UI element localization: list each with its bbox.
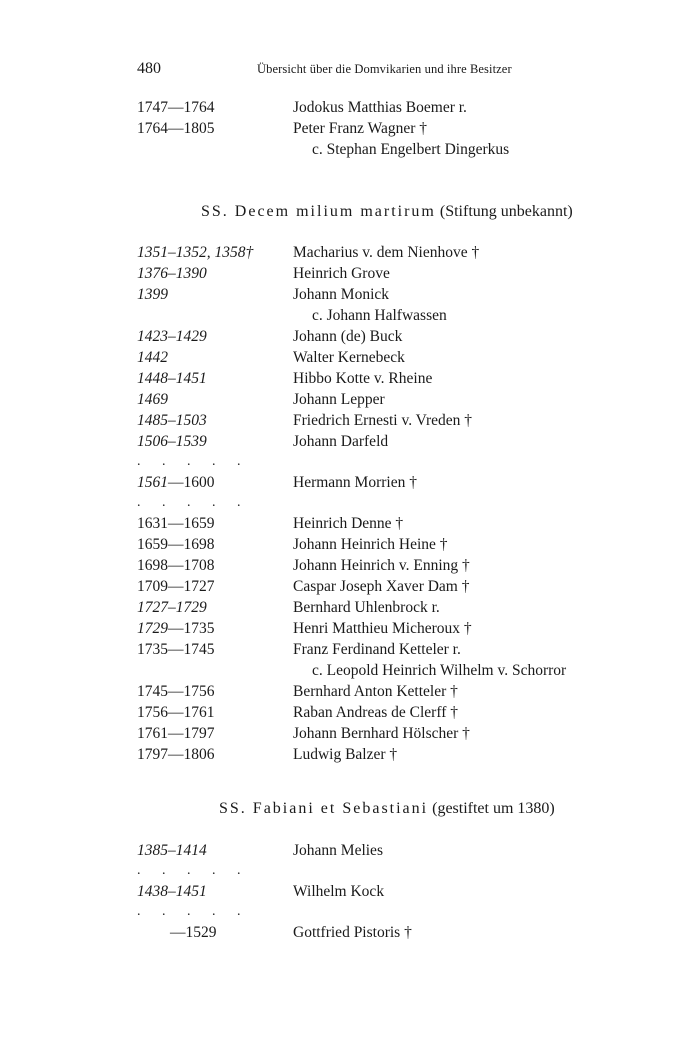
list-item (0, 326, 700, 347)
list-item (0, 597, 700, 618)
entry-date-uncertain: 1729 (137, 620, 168, 637)
section-note: (gestiftet um 1380) (432, 800, 555, 817)
entry-name: Bernhard Anton Ketteler † (293, 683, 458, 700)
entry-name: Johann Monick (293, 286, 390, 303)
section-continuation (0, 97, 700, 160)
entry-date: 1761—1797 (137, 725, 215, 742)
list-item (0, 618, 700, 639)
entry-date: 1448–1451 (137, 370, 207, 387)
entry-name: Hibbo Kotte v. Rheine (293, 370, 433, 387)
entry-name: Gottfried Pistoris † (293, 924, 412, 941)
entry-date-end: —1600 (168, 474, 215, 491)
entry-date: 1399 (137, 286, 168, 303)
entry-date: 1385–1414 (137, 842, 207, 859)
entry-name: Raban Andreas de Clerff † (293, 704, 458, 721)
entry-coadjutor: c. Johann Halfwassen (312, 307, 447, 324)
running-title: Übersicht über die Domvikarien und ihre Besitzer (257, 62, 512, 76)
entry-name: Hermann Morrien † (293, 474, 417, 491)
section-decem-milium-list (0, 242, 700, 765)
page-number: 480 (137, 60, 161, 77)
entry-name: Jodokus Matthias Boemer r. (293, 99, 467, 116)
gap-row (0, 452, 700, 472)
entry-date: 1735—1745 (137, 641, 215, 658)
entry-name: Henri Matthieu Micheroux † (293, 620, 472, 637)
gap-row (0, 493, 700, 513)
section-title: SS. Decem milium martirum (201, 203, 436, 220)
entry-coadjutor: c. Leopold Heinrich Wilhelm v. Schorror (312, 662, 567, 679)
entry-name: Johann Darfeld (293, 433, 389, 450)
list-item (0, 263, 700, 284)
list-item (0, 555, 700, 576)
list-item (0, 347, 700, 368)
list-item (0, 242, 700, 263)
entry-name: Wilhelm Kock (293, 883, 385, 900)
list-item (0, 284, 700, 305)
list-item (0, 305, 700, 326)
entry-date: 1659—1698 (137, 536, 215, 553)
entry-coadjutor: c. Stephan Engelbert Dingerkus (312, 141, 510, 158)
entry-name: Ludwig Balzer † (293, 746, 398, 763)
entry-name: Heinrich Grove (293, 265, 390, 282)
entry-date: 1469 (137, 391, 168, 408)
list-item (0, 534, 700, 555)
entry-date: 1506–1539 (137, 433, 207, 450)
entry-date: 1376–1390 (137, 265, 207, 282)
ellipsis-dots: . . . . . (137, 863, 250, 878)
entry-date: 1756—1761 (137, 704, 215, 721)
entry-name: Johann Lepper (293, 391, 385, 408)
entry-name: Johann Melies (293, 842, 383, 859)
entry-date: —1529 (170, 924, 217, 941)
entry-name: Heinrich Denne † (293, 515, 404, 532)
entry-date: 1631—1659 (137, 515, 215, 532)
entry-name: Macharius v. dem Nienhove † (293, 244, 480, 261)
section-heading-decem-milium (0, 203, 700, 221)
section-fabiani-list (0, 840, 700, 943)
entry-date: 1423–1429 (137, 328, 207, 345)
list-item (0, 639, 700, 660)
list-item (0, 660, 700, 681)
section-heading-fabiani (0, 800, 700, 818)
entry-name: Johann Heinrich Heine † (293, 536, 448, 553)
ellipsis-dots: . . . . . (137, 454, 250, 469)
list-item (0, 472, 700, 493)
section-note: (Stiftung unbekannt) (439, 203, 573, 220)
page-header (0, 60, 700, 84)
entry-date: 1438–1451 (137, 883, 207, 900)
list-item (0, 97, 700, 118)
entry-name: Walter Kernebeck (293, 349, 405, 366)
list-item (0, 513, 700, 534)
entry-name: Franz Ferdinand Ketteler r. (293, 641, 461, 658)
entry-date (137, 472, 215, 493)
entry-date: 1698—1708 (137, 557, 215, 574)
list-item (0, 723, 700, 744)
list-item (0, 576, 700, 597)
list-item (0, 389, 700, 410)
entry-name: Caspar Joseph Xaver Dam † (293, 578, 470, 595)
list-item (0, 681, 700, 702)
list-item (0, 702, 700, 723)
section-title: SS. Fabiani et Sebastiani (219, 800, 429, 817)
entry-date-end: —1735 (168, 620, 215, 637)
entry-date-uncertain: 1561 (137, 474, 168, 491)
gap-row (0, 861, 700, 881)
entry-date: 1351–1352, 1358† (137, 244, 254, 261)
ellipsis-dots: . . . . . (137, 495, 250, 510)
entry-name: Johann Heinrich v. Enning † (293, 557, 470, 574)
gap-row (0, 902, 700, 922)
list-item (0, 840, 700, 861)
entry-name: Bernhard Uhlenbrock r. (293, 599, 440, 616)
entry-date: 1727–1729 (137, 599, 207, 616)
entry-name: Johann Bernhard Hölscher † (293, 725, 470, 742)
list-item (0, 410, 700, 431)
list-item (0, 139, 700, 160)
entry-date: 1745—1756 (137, 683, 215, 700)
entry-date: 1709—1727 (137, 578, 215, 595)
list-item (0, 118, 700, 139)
entry-name: Peter Franz Wagner † (293, 120, 428, 137)
entry-name: Friedrich Ernesti v. Vreden † (293, 412, 472, 429)
entry-date: 1747—1764 (137, 99, 215, 116)
entry-date: 1764—1805 (137, 120, 215, 137)
list-item (0, 368, 700, 389)
entry-date: 1797—1806 (137, 746, 215, 763)
entry-date (137, 618, 215, 639)
entry-date: 1485–1503 (137, 412, 207, 429)
entry-name: Johann (de) Buck (293, 328, 403, 345)
list-item (0, 431, 700, 452)
list-item (0, 922, 700, 943)
list-item (0, 881, 700, 902)
entry-date: 1442 (137, 349, 168, 366)
ellipsis-dots: . . . . . (137, 904, 250, 919)
list-item (0, 744, 700, 765)
